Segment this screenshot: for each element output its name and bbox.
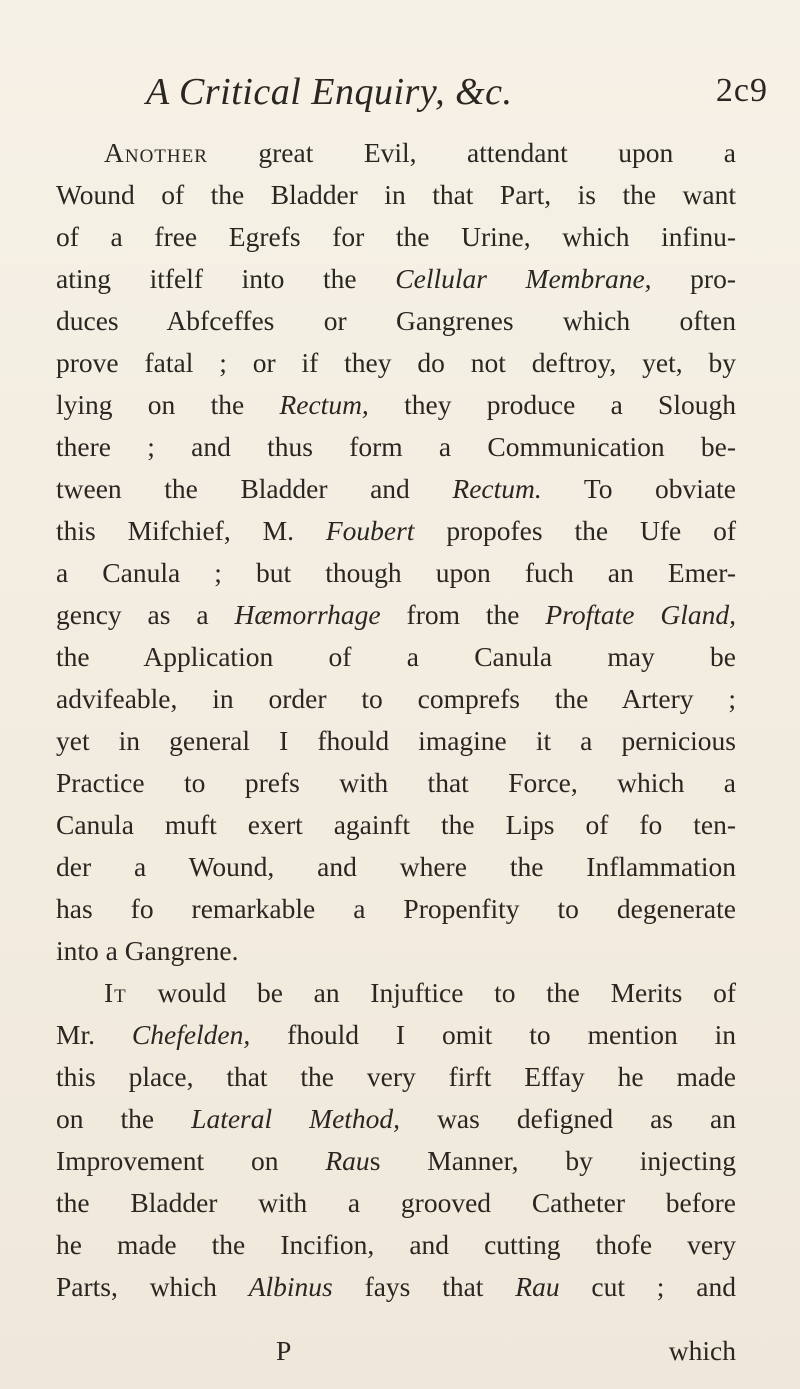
italic-term: Lateral Method, (191, 1103, 401, 1134)
text-line: yet in general I fhould imagine it a pernicious (56, 725, 736, 756)
text-line: Wound of the Bladder in that Part, is the want (56, 179, 736, 210)
text-line: Parts, which Albinus fays that Rau cut ; and (56, 1271, 736, 1302)
text-line: It would be an Injuftice to the Merits of (104, 977, 736, 1008)
italic-term: Hæmorrhage (234, 599, 381, 630)
italic-term: Foubert (325, 515, 415, 546)
page-number: 2c9 (715, 72, 768, 109)
text-line: duces Abfceffes or Gangrenes which often (56, 305, 736, 336)
italic-term: Rectum. (452, 473, 542, 504)
running-title: A Critical Enquiry, &c. (146, 71, 513, 113)
text-line: Practice to prefs with that Force, which a (56, 767, 736, 798)
opening-word: It (104, 977, 127, 1008)
text-line: gency as a Hæmorrhage from the Proftate Gland, (56, 599, 736, 630)
text-line: has fo remarkable a Propenfity to degenerate (56, 893, 736, 924)
text-line: der a Wound, and where the Inflammation (56, 851, 736, 882)
italic-term: Albinus (248, 1271, 333, 1302)
opening-word: Another (104, 137, 208, 168)
text-line: there ; and thus form a Communication be- (56, 431, 736, 462)
text-line: tween the Bladder and Rectum. To obviate (56, 473, 736, 504)
body-text (56, 132, 736, 1308)
italic-term: Cellular Membrane, (395, 263, 652, 294)
catchword: which (668, 1335, 736, 1366)
text-line: Mr. Chefelden, fhould I omit to mention in (56, 1019, 737, 1050)
text-line: ating itfelf into the Cellular Membrane, pro- (56, 263, 736, 294)
text-line: into a Gangrene. (56, 935, 239, 966)
text-line: Improvement on Raus Manner, by injecting (56, 1145, 736, 1176)
text-line: he made the Incifion, and cutting thofe very (56, 1229, 736, 1260)
text-line: the Bladder with a grooved Catheter before (56, 1187, 736, 1218)
italic-term: Rectum, (279, 389, 369, 420)
text-line: on the Lateral Method, was defigned as an (56, 1103, 736, 1134)
text-line: Another great Evil, attendant upon a (104, 137, 736, 168)
italic-term: Chefelden, (131, 1019, 251, 1050)
text-line: this place, that the very firft Effay he made (56, 1061, 736, 1092)
page-footer (56, 1335, 736, 1375)
text-line: this Mifchief, M. Foubert propofes the Ufe of (56, 515, 736, 546)
text-line: a Canula ; but though upon fuch an Emer- (56, 557, 736, 588)
text-line: advifeable, in order to comprefs the Artery ; (56, 683, 736, 714)
text-line: of a free Egrefs for the Urine, which infinu- (56, 221, 736, 252)
signature-mark: P (276, 1335, 292, 1366)
text-line: lying on the Rectum, they produce a Slough (56, 389, 736, 420)
text-line: the Application of a Canula may be (56, 641, 736, 672)
italic-term: Rau (325, 1145, 370, 1176)
text-line: Canula muft exert againft the Lips of fo ten- (56, 809, 736, 840)
page-header (128, 70, 768, 114)
italic-term: Rau (515, 1271, 560, 1302)
italic-term: Proftate Gland, (545, 599, 736, 630)
text-line: prove fatal ; or if they do not deftroy, yet, by (56, 347, 736, 378)
